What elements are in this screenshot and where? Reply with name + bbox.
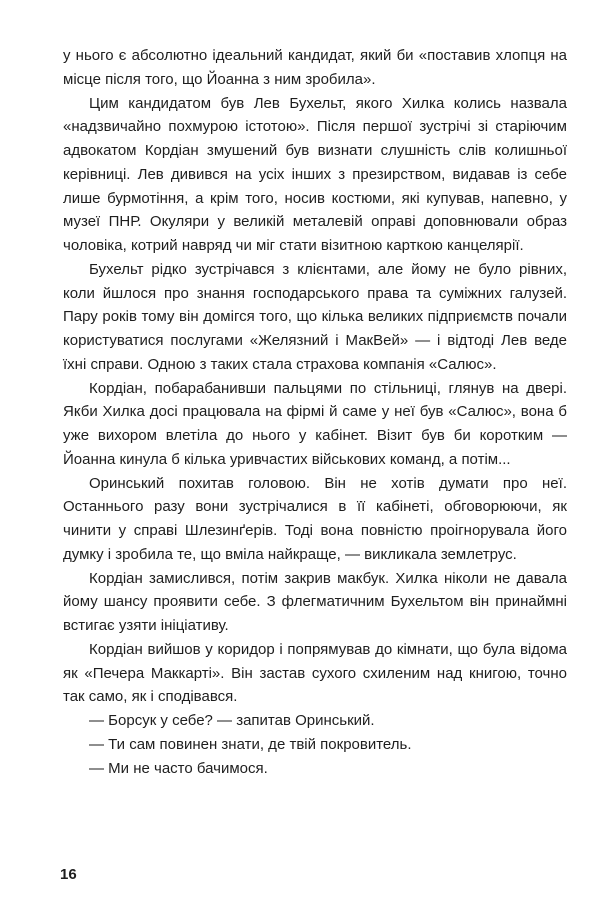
paragraph: Кордіан вийшов у коридор і попрямував до кімнати, що була відома як «Печера Маккарті». Він застав сухого схиленим над книгою, точно так само, як і сподівався. [63, 640, 567, 706]
paragraph: Бухельт рідко зустрічався з клієнтами, але йому не було рівних, коли йшлося про знання господарського права та суміжних галузей. Пару років тому він домігся того, що кілька великих підприємств почали користуватися послугами «Желязний і МакВей» — і відтоді Лев веде їхні справи. Одною з таких стала страхова компанія «Салюс». [63, 260, 567, 373]
paragraph: Цим кандидатом був Лев Бухельт, якого Хилка колись назвала «надзвичайно похмурою істотою». Після першої зустрічі зі старіючим адвокатом Кордіан змушений був визнати слушність слів колишньої керівниці. Лев дивився на усіх інших з презирством, видавав із себе лише бурмотіння, а крім того, носив костюми, які купував, напевно, у музеї ПНР. Окуляри у великій металевій оправі доповнювали образ чоловіка, котрий навряд чи міг стати візитною карткою канцелярії. [63, 94, 567, 254]
dialogue-line: — Борсук у себе? — запитав Оринський. [89, 712, 375, 729]
paragraph: Кордіан, побарабанивши пальцями по стільниці, глянув на двері. Якби Хилка досі працювала на фірмі й саме у неї був «Салюс», вона б уже вихором влетіла до нього у кабінет. Візит був би коротким — Йоанна кинула б кілька уривчастих військових команд, а потім... [63, 379, 567, 468]
paragraph: у нього є абсолютно ідеальний кандидат, який би «поставив хлопця на місце після того, що Йоанна з ним зробила». [63, 47, 567, 88]
paragraph: Кордіан замислився, потім закрив макбук. Хилка ніколи не давала йому шансу проявити себе. З флегматичним Бухельтом він принаймні встигає узяти ініціативу. [63, 569, 567, 634]
dialogue-line: — Ми не часто бачимося. [89, 759, 268, 777]
page-number: 16 [60, 866, 77, 883]
body-text [63, 44, 567, 780]
paragraph: Оринський похитав головою. Він не хотів думати про неї. Останнього разу вони зустрічалися в її кабінеті, обговорюючи, як чинити у справі Шлезинґерів. Тоді вона повністю проігнорувала його думку і зробила те, що вміла найкраще, — викликала землетрус. [63, 474, 567, 563]
dialogue-line: — Ти сам повинен знати, де твій покровитель. [89, 735, 412, 753]
